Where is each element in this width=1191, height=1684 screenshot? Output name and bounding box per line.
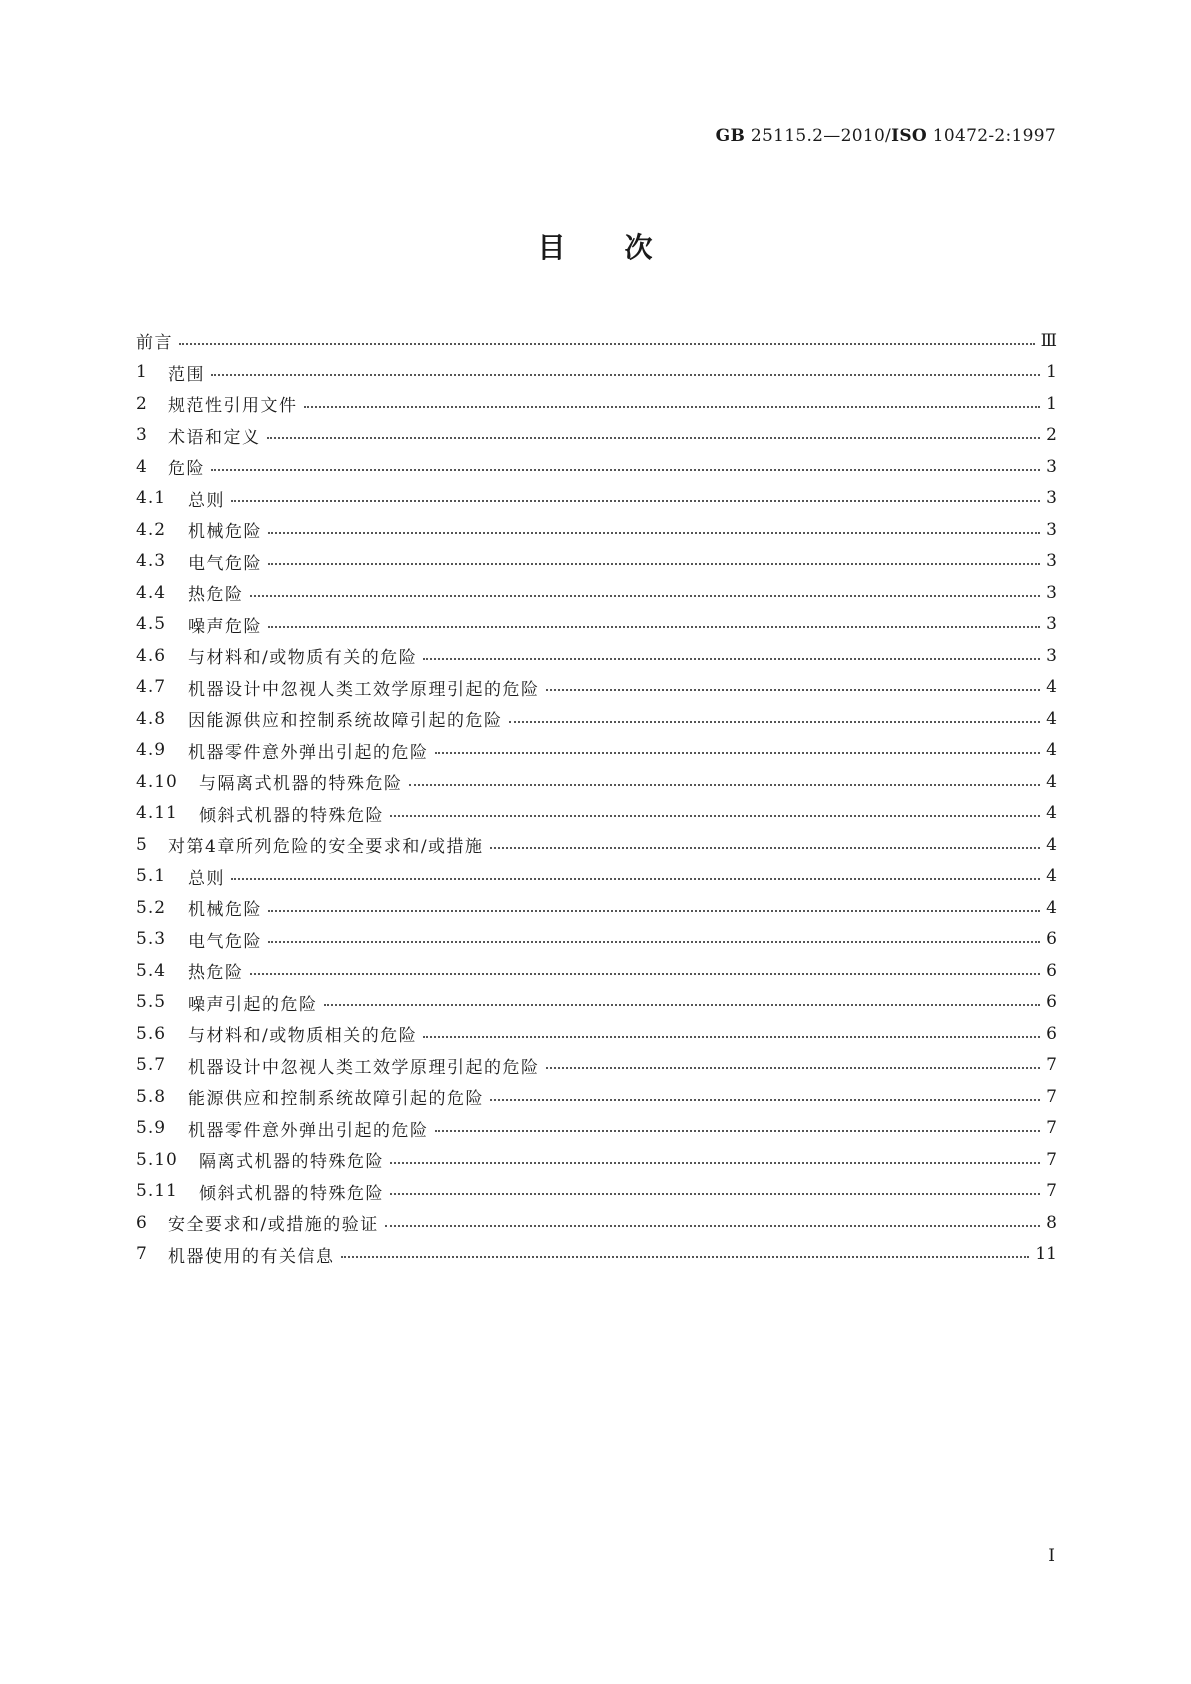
toc-entry-number: 5.8 xyxy=(136,1086,167,1107)
toc-entry-label: 与材料和/或物质有关的危险 xyxy=(188,648,418,669)
toc-entry[interactable] xyxy=(136,1113,1057,1145)
title-char-2: 次 xyxy=(624,231,654,264)
toc-entry[interactable] xyxy=(136,703,1057,735)
toc-entry-page: 2 xyxy=(1046,425,1057,446)
toc-entry-label: 机器零件意外弹出引起的危险 xyxy=(188,1120,429,1141)
toc-entry[interactable] xyxy=(136,1176,1057,1208)
toc-entry-page: 4 xyxy=(1046,834,1057,855)
toc-entry-page: 3 xyxy=(1046,551,1057,572)
toc-entry[interactable] xyxy=(136,1144,1057,1176)
toc-entry-number: 4.3 xyxy=(136,551,167,572)
toc-leader-dots xyxy=(390,1162,1040,1164)
toc-entry-number: 5.6 xyxy=(136,1023,167,1044)
toc-leader-dots xyxy=(509,721,1041,723)
toc-leader-dots xyxy=(423,658,1040,660)
toc-entry-label: 前言 xyxy=(136,333,173,354)
toc-entry-page: 3 xyxy=(1046,456,1057,477)
toc-entry-number: 5.3 xyxy=(136,929,167,950)
toc-leader-dots xyxy=(390,1193,1040,1195)
toc-entry-page: 6 xyxy=(1046,929,1057,950)
toc-entry-label: 机器使用的有关信息 xyxy=(168,1246,335,1267)
toc-entry[interactable] xyxy=(136,735,1057,767)
toc-leader-dots xyxy=(211,374,1040,376)
toc-entry[interactable] xyxy=(136,987,1057,1019)
toc-entry-page: 7 xyxy=(1046,1181,1057,1202)
toc-entry-number: 6 xyxy=(136,1212,148,1233)
toc-leader-dots xyxy=(268,941,1040,943)
toc-leader-dots xyxy=(546,1067,1041,1069)
toc-leader-dots xyxy=(385,1225,1040,1227)
toc-entry-label: 总则 xyxy=(188,868,225,889)
toc-entry-number: 2 xyxy=(136,393,148,414)
toc-entry-page: 4 xyxy=(1046,740,1057,761)
toc-entry-number: 4.1 xyxy=(136,488,167,509)
toc-entry-page: 8 xyxy=(1046,1212,1057,1233)
toc-entry-number: 5.10 xyxy=(136,1149,178,1170)
toc-entry[interactable] xyxy=(136,672,1057,704)
toc-entry-page: 4 xyxy=(1046,708,1057,729)
toc-entry-number: 5.9 xyxy=(136,1118,167,1139)
toc-leader-dots xyxy=(490,1099,1040,1101)
toc-entry[interactable] xyxy=(136,1081,1057,1113)
toc-leader-dots xyxy=(250,973,1041,975)
toc-entry-label: 范围 xyxy=(168,364,205,385)
toc-entry-number: 5.7 xyxy=(136,1055,167,1076)
toc-entry-page: Ⅲ xyxy=(1040,330,1057,351)
toc-entry-number: 4.5 xyxy=(136,614,167,635)
toc-entry[interactable] xyxy=(136,577,1057,609)
toc-entry[interactable] xyxy=(136,514,1057,546)
toc-entry[interactable] xyxy=(136,798,1057,830)
toc-entry-number: 7 xyxy=(136,1244,148,1265)
toc-entry[interactable] xyxy=(136,1018,1057,1050)
toc-entry-page: 4 xyxy=(1046,677,1057,698)
standard-number-header xyxy=(716,126,1056,146)
toc-entry-label: 机械危险 xyxy=(188,900,262,921)
toc-entry[interactable] xyxy=(136,451,1057,483)
toc-leader-dots xyxy=(231,878,1040,880)
toc-entry-number: 4.2 xyxy=(136,519,167,540)
toc-entry-label: 与材料和/或物质相关的危险 xyxy=(188,1026,418,1047)
toc-leader-dots xyxy=(490,847,1041,849)
toc-entry-page: 7 xyxy=(1046,1086,1057,1107)
toc-entry-page: 6 xyxy=(1046,960,1057,981)
toc-entry-number: 5.4 xyxy=(136,960,167,981)
table-of-contents xyxy=(136,325,1057,1270)
toc-entry-label: 安全要求和/或措施的验证 xyxy=(168,1215,379,1236)
toc-entry[interactable] xyxy=(136,861,1057,893)
toc-entry-number: 5.11 xyxy=(136,1181,178,1202)
toc-entry-number: 4.11 xyxy=(136,803,178,824)
toc-leader-dots xyxy=(268,910,1040,912)
std-number: 25115.2—2010/ xyxy=(750,126,892,146)
toc-entry-page: 1 xyxy=(1046,393,1057,414)
toc-entry-label: 机器设计中忽视人类工效学原理引起的危险 xyxy=(188,1057,540,1078)
toc-entry-page: 3 xyxy=(1046,519,1057,540)
toc-entry-number: 4.8 xyxy=(136,708,167,729)
toc-entry-number: 4.10 xyxy=(136,771,178,792)
toc-entry-page: 4 xyxy=(1046,866,1057,887)
toc-entry-page: 3 xyxy=(1046,488,1057,509)
toc-entry-label: 总则 xyxy=(188,490,225,511)
toc-entry-page: 4 xyxy=(1046,897,1057,918)
toc-entry-number: 5 xyxy=(136,834,148,855)
toc-leader-dots xyxy=(268,626,1040,628)
toc-entry[interactable] xyxy=(136,357,1057,389)
toc-entry-label: 危险 xyxy=(168,459,205,480)
toc-entry[interactable] xyxy=(136,829,1057,861)
toc-entry-page: 6 xyxy=(1046,992,1057,1013)
toc-entry-label: 噪声危险 xyxy=(188,616,262,637)
toc-entry[interactable] xyxy=(136,609,1057,641)
toc-leader-dots xyxy=(435,1130,1041,1132)
toc-leader-dots xyxy=(231,500,1040,502)
toc-entry-number: 4.7 xyxy=(136,677,167,698)
page-number: I xyxy=(1048,1546,1055,1566)
toc-leader-dots xyxy=(390,815,1040,817)
toc-entry-page: 6 xyxy=(1046,1023,1057,1044)
toc-entry-label: 机器设计中忽视人类工效学原理引起的危险 xyxy=(188,679,540,700)
toc-entry-page: 7 xyxy=(1046,1055,1057,1076)
toc-entry-label: 热危险 xyxy=(188,963,244,984)
toc-entry-label: 电气危险 xyxy=(188,931,262,952)
toc-leader-dots xyxy=(324,1004,1041,1006)
toc-entry-number: 5.1 xyxy=(136,866,167,887)
toc-entry-number: 4.6 xyxy=(136,645,167,666)
toc-entry-number: 4.4 xyxy=(136,582,167,603)
toc-leader-dots xyxy=(268,563,1040,565)
toc-entry[interactable] xyxy=(136,483,1057,515)
toc-entry-number: 5.2 xyxy=(136,897,167,918)
toc-leader-dots xyxy=(423,1036,1040,1038)
toc-entry-label: 倾斜式机器的特殊危险 xyxy=(199,1183,384,1204)
toc-entry-label: 术语和定义 xyxy=(168,427,261,448)
toc-entry[interactable] xyxy=(136,1207,1057,1239)
toc-entry-number: 3 xyxy=(136,425,148,446)
toc-entry-page: 7 xyxy=(1046,1118,1057,1139)
toc-entry-label: 因能源供应和控制系统故障引起的危险 xyxy=(188,711,503,732)
toc-entry[interactable] xyxy=(136,892,1057,924)
iso-number: 10472-2:1997 xyxy=(932,126,1056,146)
toc-entry[interactable] xyxy=(136,640,1057,672)
toc-entry-page: 7 xyxy=(1046,1149,1057,1170)
toc-entry[interactable] xyxy=(136,1050,1057,1082)
toc-entry[interactable] xyxy=(136,325,1057,357)
toc-entry[interactable] xyxy=(136,1239,1057,1271)
toc-leader-dots xyxy=(304,406,1041,408)
toc-leader-dots xyxy=(179,343,1035,345)
toc-leader-dots xyxy=(546,689,1041,691)
toc-entry-page: 1 xyxy=(1046,362,1057,383)
toc-entry-label: 机器零件意外弹出引起的危险 xyxy=(188,742,429,763)
std-prefix: GB xyxy=(715,126,746,146)
toc-entry[interactable] xyxy=(136,420,1057,452)
toc-entry[interactable] xyxy=(136,766,1057,798)
toc-entry[interactable] xyxy=(136,955,1057,987)
toc-leader-dots xyxy=(211,469,1040,471)
toc-entry-label: 机械危险 xyxy=(188,522,262,543)
toc-entry-page: 4 xyxy=(1046,803,1057,824)
toc-entry-page: 3 xyxy=(1046,645,1057,666)
toc-entry[interactable] xyxy=(136,546,1057,578)
toc-entry-number: 1 xyxy=(136,362,148,383)
toc-entry-label: 倾斜式机器的特殊危险 xyxy=(199,805,384,826)
page-title xyxy=(0,226,1191,266)
toc-entry-page: 3 xyxy=(1046,614,1057,635)
toc-leader-dots xyxy=(268,532,1040,534)
toc-entry-label: 热危险 xyxy=(188,585,244,606)
toc-entry-page: 4 xyxy=(1046,771,1057,792)
toc-entry-label: 对第4章所列危险的安全要求和/或措施 xyxy=(168,837,484,858)
toc-entry-label: 电气危险 xyxy=(188,553,262,574)
toc-entry-label: 隔离式机器的特殊危险 xyxy=(199,1152,384,1173)
toc-leader-dots xyxy=(409,784,1041,786)
toc-entry-label: 能源供应和控制系统故障引起的危险 xyxy=(188,1089,484,1110)
iso-prefix: ISO xyxy=(891,126,928,146)
toc-entry-number: 4.9 xyxy=(136,740,167,761)
toc-leader-dots xyxy=(250,595,1041,597)
toc-entry-number: 4 xyxy=(136,456,148,477)
toc-entry[interactable] xyxy=(136,924,1057,956)
toc-entry-label: 与隔离式机器的特殊危险 xyxy=(199,774,403,795)
toc-leader-dots xyxy=(341,1256,1030,1258)
toc-entry-number: 5.5 xyxy=(136,992,167,1013)
toc-entry-label: 规范性引用文件 xyxy=(168,396,298,417)
toc-leader-dots xyxy=(267,437,1041,439)
toc-entry[interactable] xyxy=(136,388,1057,420)
toc-leader-dots xyxy=(435,752,1041,754)
toc-entry-label: 噪声引起的危险 xyxy=(188,994,318,1015)
toc-entry-page: 11 xyxy=(1035,1244,1057,1265)
toc-entry-page: 3 xyxy=(1046,582,1057,603)
title-char-1: 目 xyxy=(537,231,567,264)
